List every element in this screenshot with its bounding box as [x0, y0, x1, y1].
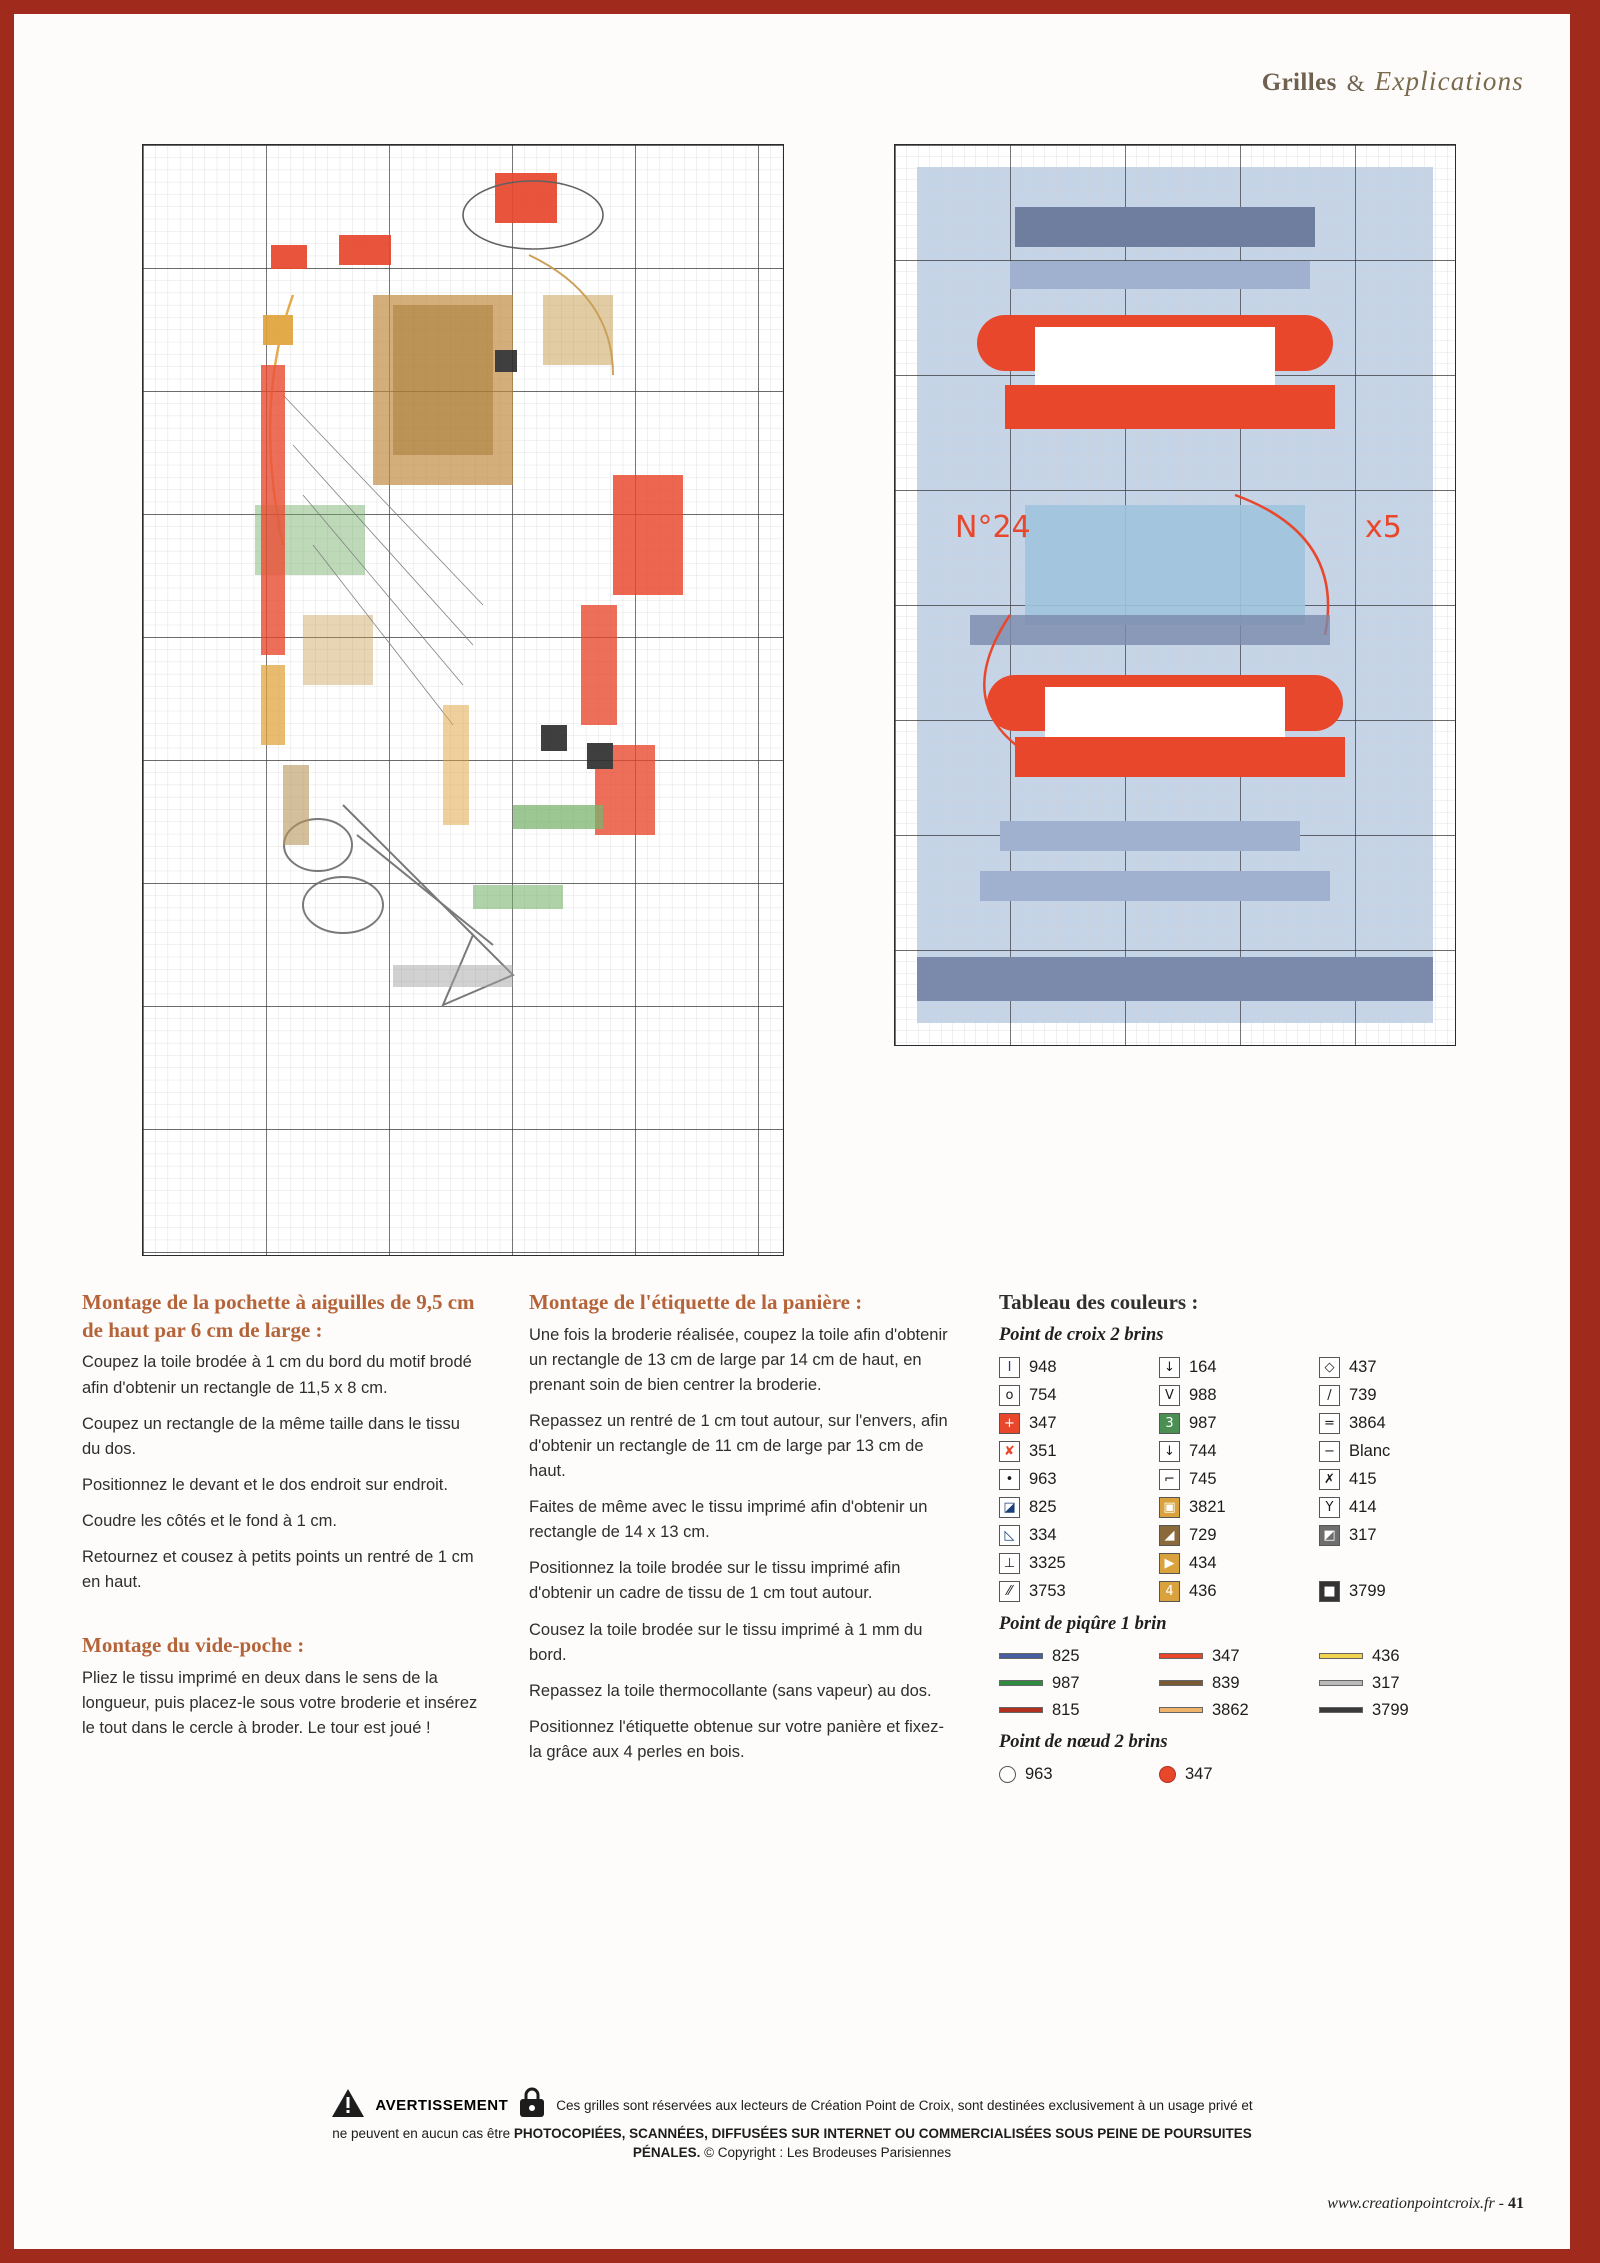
stitch-symbol-icon: 3: [1159, 1413, 1180, 1434]
dmc-code: 729: [1189, 1526, 1217, 1545]
stitch-symbol-icon: ◺: [999, 1525, 1020, 1546]
col1-title-2: Montage du vide-poche :: [82, 1633, 305, 1658]
color-entry: [1319, 1357, 1479, 1378]
table-row: [999, 1466, 1479, 1494]
header-grilles: Grilles: [1261, 69, 1337, 96]
color-entry: [1159, 1469, 1319, 1490]
table-row: [999, 1670, 1479, 1697]
color-entry: [1159, 1357, 1319, 1378]
chart-left-grid: [143, 145, 783, 1255]
column-tableau-couleurs: [999, 1289, 1479, 1788]
warning-label: AVERTISSEMENT: [375, 2096, 509, 2114]
table-row: [999, 1643, 1479, 1670]
color-entry: [1159, 1553, 1319, 1574]
footer-site-and-page: [1327, 2195, 1524, 2213]
backstitch-entry: [999, 1674, 1159, 1693]
stitch-symbol-icon: Y: [1319, 1497, 1340, 1518]
col1-p1: Coupez la toile brodée à 1 cm du bord du motif brodé afin d'obtenir un rectangle de 11,5 x 8 cm.: [82, 1353, 472, 1397]
french-knot-entry: [999, 1765, 1159, 1784]
footer-line-1: Ces grilles sont réservées aux lecteurs de Création Point de Croix, sont destinées exclusivement à un usage privé et: [556, 2097, 1253, 2113]
backstitch-entry: [1159, 1701, 1319, 1720]
footer-line-2b: PHOTOCOPIÉES, SCANNÉES, DIFFUSÉES SUR INTERNET OU COMMERCIALISÉES SOUS PEINE DE POURSUITES: [513, 2125, 1252, 2141]
stitch-symbol-icon: ▶: [1159, 1553, 1180, 1574]
col2-p7: Positionnez l'étiquette obtenue sur votre panière et fixez-la grâce aux 4 perles en bois.: [529, 1717, 944, 1761]
dmc-code: 3325: [1029, 1554, 1066, 1573]
dmc-code: 3753: [1029, 1582, 1066, 1601]
cross-stitch-table: [999, 1354, 1479, 1606]
backstitch-swatch-icon: [1159, 1680, 1203, 1686]
stitch-symbol-icon: /: [1319, 1385, 1340, 1406]
stitch-symbol-icon: ◪: [999, 1497, 1020, 1518]
dmc-code: 317: [1349, 1526, 1377, 1545]
warning-triangle-icon: [331, 2088, 365, 2123]
subhead-point-de-noeud: Point de nœud 2 brins: [999, 1731, 1168, 1752]
color-entry: [1159, 1581, 1319, 1602]
col1-p3: Positionnez le devant et le dos endroit sur endroit.: [82, 1475, 448, 1494]
stitch-symbol-icon: o: [999, 1385, 1020, 1406]
backstitch-entry: [1319, 1701, 1479, 1720]
site-url: www.creationpointcroix.fr: [1327, 2195, 1495, 2212]
cross-stitch-chart-sewing-motifs: [142, 144, 784, 1256]
table-row: [999, 1761, 1479, 1788]
column-montage-etiquette: [529, 1289, 949, 1776]
backstitch-entry: [999, 1701, 1159, 1720]
dmc-code: 745: [1189, 1470, 1217, 1489]
page-header: [1262, 66, 1524, 97]
dmc-code: 436: [1189, 1582, 1217, 1601]
svg-text:x5: x5: [1365, 510, 1402, 545]
header-ampersand: &: [1346, 71, 1365, 96]
col1-p5: Retournez et cousez à petits points un rentré de 1 cm en haut.: [82, 1547, 474, 1591]
color-entry: [1159, 1385, 1319, 1406]
col2-title-1: Montage de l'étiquette de la panière :: [529, 1290, 863, 1314]
col2-p1: Une fois la broderie réalisée, coupez la toile afin d'obtenir un rectangle de 13 cm de large par 14 cm de haut, en prenant soin de bien centrer la broderie.: [529, 1325, 948, 1394]
column-montage-pochette: [82, 1289, 482, 1752]
dmc-code: 754: [1029, 1386, 1057, 1405]
backstitch-entry: [999, 1647, 1159, 1666]
dmc-code: 334: [1029, 1526, 1057, 1545]
color-entry: [1319, 1525, 1479, 1546]
col1-p4: Coudre les côtés et le fond à 1 cm.: [82, 1511, 337, 1530]
col2-p5: Cousez la toile brodée sur le tissu imprimé à 1 mm du bord.: [529, 1620, 923, 1664]
charts-area: [14, 124, 1570, 1284]
cross-stitch-chart-label-panier: [894, 144, 1456, 1046]
color-entry: [1319, 1469, 1479, 1490]
backstitch-swatch-icon: [1319, 1653, 1363, 1659]
stitch-symbol-icon: ⌐: [1159, 1469, 1180, 1490]
backstitch-swatch-icon: [999, 1680, 1043, 1686]
table-row: [999, 1354, 1479, 1382]
dmc-code: 351: [1029, 1442, 1057, 1461]
color-entry: [999, 1441, 1159, 1462]
stitch-symbol-icon: ▣: [1159, 1497, 1180, 1518]
dmc-code: 347: [1185, 1764, 1213, 1783]
chart-right-grid: [895, 145, 1455, 1045]
subhead-point-de-piqure: Point de piqûre 1 brin: [999, 1613, 1167, 1634]
subhead-point-de-croix: Point de croix 2 brins: [999, 1324, 1164, 1345]
french-knot-swatch-icon: [999, 1766, 1016, 1783]
dmc-code: 164: [1189, 1358, 1217, 1377]
stitch-symbol-icon: −: [1319, 1441, 1340, 1462]
table-row: [999, 1410, 1479, 1438]
backstitch-entry: [1159, 1674, 1319, 1693]
color-entry: [999, 1553, 1159, 1574]
footer-line-2a: ne peuvent en aucun cas être: [332, 2125, 511, 2141]
stitch-symbol-icon: ⁄⁄: [999, 1581, 1020, 1602]
stitch-symbol-icon: ■: [1319, 1581, 1340, 1602]
color-entry: [1159, 1413, 1319, 1434]
backstitch-swatch-icon: [1319, 1680, 1363, 1686]
stitch-symbol-icon: ◇: [1319, 1357, 1340, 1378]
stitch-symbol-icon: V: [1159, 1385, 1180, 1406]
backstitch-table: [999, 1643, 1479, 1724]
dmc-code: 3799: [1349, 1582, 1386, 1601]
stitch-symbol-icon: ◩: [1319, 1525, 1340, 1546]
backstitch-swatch-icon: [1319, 1707, 1363, 1713]
color-table-title: Tableau des couleurs :: [999, 1290, 1199, 1314]
footer-line-3b: © Copyright : Les Brodeuses Parisiennes: [704, 2145, 952, 2161]
magazine-page: [14, 14, 1570, 2249]
col2-p4: Positionnez la toile brodée sur le tissu imprimé afin d'obtenir un cadre de tissu de 1 cm tout autour.: [529, 1559, 901, 1603]
stitch-symbol-icon: 4: [1159, 1581, 1180, 1602]
color-entry: [999, 1413, 1159, 1434]
color-entry: [999, 1469, 1159, 1490]
stitch-symbol-icon: ✗: [1319, 1469, 1340, 1490]
stitch-symbol-icon: ↓: [1159, 1357, 1180, 1378]
dmc-code: 3864: [1349, 1414, 1386, 1433]
page-footer: [14, 2087, 1570, 2163]
dmc-code: Blanc: [1349, 1442, 1391, 1461]
page-sep: -: [1498, 2195, 1504, 2212]
col2-p2: Repassez un rentré de 1 cm tout autour, sur l'envers, afin d'obtenir un rectangle de 11 cm de large par 13 cm de haut.: [529, 1411, 948, 1481]
color-entry: [999, 1497, 1159, 1518]
color-entry: [1319, 1581, 1479, 1602]
dmc-code: 434: [1189, 1554, 1217, 1573]
backstitch-entry: [1159, 1647, 1319, 1666]
stitch-symbol-icon: •: [999, 1469, 1020, 1490]
backstitch-entry: [1319, 1647, 1479, 1666]
backstitch-swatch-icon: [1159, 1707, 1203, 1713]
instructions-columns: [74, 1289, 1514, 2009]
table-row: [999, 1697, 1479, 1724]
svg-text:N°24: N°24: [955, 510, 1031, 545]
stitch-symbol-icon: +: [999, 1413, 1020, 1434]
dmc-code: 825: [1029, 1498, 1057, 1517]
col1-p2: Coupez un rectangle de la même taille dans le tissu du dos.: [82, 1414, 460, 1458]
dmc-code: 739: [1349, 1386, 1377, 1405]
stitch-symbol-icon: ↓: [1159, 1441, 1180, 1462]
backstitch-swatch-icon: [999, 1707, 1043, 1713]
dmc-code: 839: [1212, 1673, 1240, 1692]
table-row: [999, 1522, 1479, 1550]
backstitch-entry: [1319, 1674, 1479, 1693]
stitch-symbol-icon: =: [1319, 1413, 1340, 1434]
dmc-code: 815: [1052, 1700, 1080, 1719]
color-entry: [1319, 1385, 1479, 1406]
dmc-code: 825: [1052, 1646, 1080, 1665]
dmc-code: 3862: [1212, 1700, 1249, 1719]
dmc-code: 415: [1349, 1470, 1377, 1489]
stitch-symbol-icon: ⊥: [999, 1553, 1020, 1574]
dmc-code: 988: [1189, 1386, 1217, 1405]
table-row: [999, 1438, 1479, 1466]
french-knot-swatch-icon: [1159, 1766, 1176, 1783]
table-row: [999, 1578, 1479, 1606]
stitch-symbol-icon: ◢: [1159, 1525, 1180, 1546]
dmc-code: 948: [1029, 1358, 1057, 1377]
dmc-code: 317: [1372, 1673, 1400, 1692]
backstitch-swatch-icon: [999, 1653, 1043, 1659]
dmc-code: 414: [1349, 1498, 1377, 1517]
stitch-symbol-icon: I: [999, 1357, 1020, 1378]
dmc-code: 987: [1052, 1673, 1080, 1692]
color-entry: [999, 1357, 1159, 1378]
color-entry: [1159, 1497, 1319, 1518]
color-entry: [1319, 1497, 1479, 1518]
color-entry: [1159, 1441, 1319, 1462]
french-knot-table: [999, 1761, 1479, 1788]
col1-p6: Pliez le tissu imprimé en deux dans le sens de la longueur, puis placez-le sous votre broderie et insérez le tout dans le cercle à broder. Le tour est joué !: [82, 1668, 478, 1737]
table-row: [999, 1550, 1479, 1578]
dmc-code: 987: [1189, 1414, 1217, 1433]
french-knot-entry: [1159, 1765, 1319, 1784]
stitch-symbol-icon: ✘: [999, 1441, 1020, 1462]
col1-title-1: Montage de la pochette à aiguilles de 9,5 cm de haut par 6 cm de large :: [82, 1290, 475, 1342]
dmc-code: 3821: [1189, 1498, 1226, 1517]
header-explications: Explications: [1374, 66, 1524, 96]
color-entry: [1159, 1525, 1319, 1546]
color-entry: [1319, 1441, 1479, 1462]
color-entry: [999, 1581, 1159, 1602]
dmc-code: 963: [1029, 1470, 1057, 1489]
dmc-code: 437: [1349, 1358, 1377, 1377]
table-row: [999, 1494, 1479, 1522]
color-entry: [999, 1385, 1159, 1406]
dmc-code: 347: [1029, 1414, 1057, 1433]
dmc-code: 3799: [1372, 1700, 1409, 1719]
backstitch-swatch-icon: [1159, 1653, 1203, 1659]
lock-icon: [518, 2087, 546, 2124]
dmc-code: 436: [1372, 1646, 1400, 1665]
footer-line-3a: PÉNALES.: [632, 2145, 701, 2161]
col2-p3: Faites de même avec le tissu imprimé afin d'obtenir un rectangle de 14 x 13 cm.: [529, 1498, 928, 1542]
dmc-code: 347: [1212, 1646, 1240, 1665]
dmc-code: 744: [1189, 1442, 1217, 1461]
dmc-code: 963: [1025, 1764, 1053, 1783]
page-number: 41: [1508, 2195, 1524, 2212]
color-entry: [1319, 1413, 1479, 1434]
col2-p6: Repassez la toile thermocollante (sans vapeur) au dos.: [529, 1681, 932, 1700]
table-row: [999, 1382, 1479, 1410]
color-entry: [999, 1525, 1159, 1546]
